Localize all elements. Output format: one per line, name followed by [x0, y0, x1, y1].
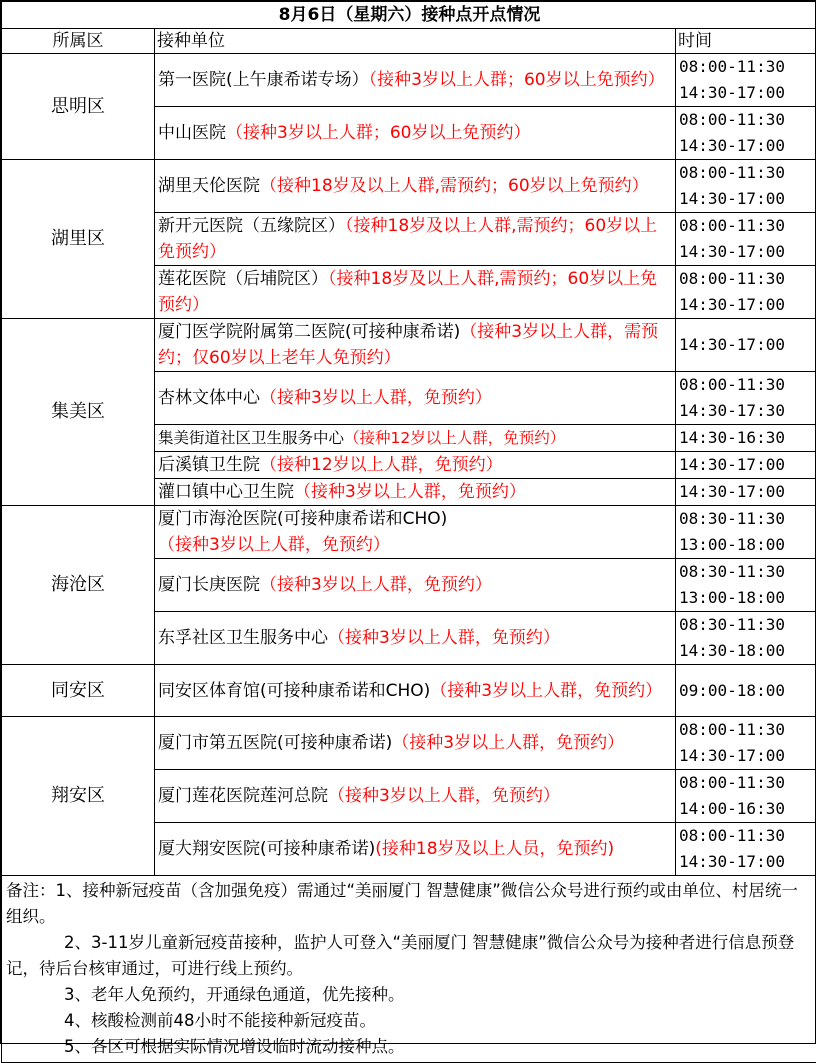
- site-name: 厦大翔安医院(可接种康希诺): [158, 839, 375, 859]
- time-cell: [676, 425, 816, 452]
- time-cell: [676, 54, 816, 107]
- site-note: （接种18岁及以上人群,需预约；60岁以上免预约）: [158, 269, 657, 315]
- site-name: 中山医院: [158, 123, 226, 143]
- time-slot: 08:00-11:30: [679, 720, 785, 739]
- time-slot: 14:30-17:00: [679, 242, 785, 261]
- site-cell: [155, 372, 676, 425]
- site-name: 同安区体育馆(可接种康希诺和CHO): [158, 681, 430, 701]
- time-cell: [676, 770, 816, 823]
- site-name: 莲花医院（后埔院区）: [158, 269, 328, 289]
- district-cell: 湖里区: [2, 160, 155, 319]
- site-name: 东孚社区卫生服务中心: [158, 628, 328, 648]
- site-note: （接种3岁以上人群，免预约）: [260, 388, 492, 408]
- time-slot: 14:30-16:30: [679, 428, 785, 447]
- time-slot: 14:30-17:00: [679, 746, 785, 765]
- time-slot: 14:30-17:00: [679, 83, 785, 102]
- time-slot: 08:00-11:30: [679, 110, 785, 129]
- site-name: 厦门医学院附属第二医院(可接种康希诺): [158, 322, 460, 342]
- site-cell: [155, 559, 676, 612]
- time-slot: 14:30-17:00: [679, 852, 785, 871]
- site-note: (接种18岁及以上人员，免预约): [375, 839, 614, 859]
- time-slot: 08:30-11:30: [679, 615, 785, 634]
- site-note: （接种3岁以上人群，免预约）: [260, 575, 492, 595]
- site-note: （接种3岁以上人群，需预约；仅60岁以上老年人免预约）: [158, 322, 658, 368]
- time-slot: 14:30-17:00: [679, 295, 785, 314]
- time-cell: [676, 160, 816, 213]
- time-slot: 14:30-17:00: [679, 335, 785, 354]
- site-note: （接种18岁及以上人群,需预约；60岁以上免预约）: [158, 216, 657, 262]
- district-cell: 同安区: [2, 665, 155, 717]
- table-row: [2, 665, 816, 717]
- site-cell: [155, 770, 676, 823]
- site-name: 集美街道社区卫生服务中心: [158, 429, 344, 447]
- header-district: 所属区: [2, 29, 155, 54]
- site-cell: [155, 452, 676, 479]
- header-site: 接种单位: [155, 29, 676, 54]
- note-2-wrapper: [6, 930, 813, 982]
- time-cell: [676, 665, 816, 717]
- site-note: （接种3岁以上人群，免预约）: [158, 535, 390, 555]
- site-cell: [155, 717, 676, 770]
- time-slot: 14:30-18:00: [679, 641, 785, 660]
- time-slot: 13:00-18:00: [679, 588, 785, 607]
- time-slot: 13:00-18:00: [679, 535, 785, 554]
- site-cell: [155, 54, 676, 107]
- site-name: 厦门长庚医院: [158, 575, 260, 595]
- time-slot: 08:00-11:30: [679, 773, 785, 792]
- time-slot: 08:30-11:30: [679, 562, 785, 581]
- site-cell: [155, 160, 676, 213]
- site-note: （接种12岁以上人群，免预约）: [344, 429, 565, 447]
- time-cell: [676, 479, 816, 506]
- note-1: 备注：1、接种新冠疫苗（含加强免疫）需通过“美丽厦门 智慧健康”微信公众号进行预约或由单位、村居统一组织。: [6, 878, 813, 930]
- time-slot: 08:30-11:30: [679, 509, 785, 528]
- note-3: 3、老年人免预约，开通绿色通道，优先接种。: [6, 982, 813, 1008]
- site-name: 第一医院(上午康希诺专场）: [158, 70, 369, 90]
- time-slot: 14:00-16:30: [679, 799, 785, 818]
- site-cell: [155, 213, 676, 266]
- time-cell: [676, 213, 816, 266]
- site-name: 厦门莲花医院莲河总院: [158, 786, 328, 806]
- time-slot: 14:30-17:00: [679, 189, 785, 208]
- district-cell: 思明区: [2, 54, 155, 160]
- note-2: 2、3-11岁儿童新冠疫苗接种，监护人可登入“美丽厦门 智慧健康”微信公众号为接种者进行信息预登记，待后台核审通过，可进行线上预约。: [6, 933, 794, 978]
- time-cell: [676, 559, 816, 612]
- table-row: [2, 160, 816, 213]
- site-cell: [155, 823, 676, 876]
- site-note: （接种12岁以上人群，免预约）: [260, 455, 503, 475]
- time-cell: [676, 372, 816, 425]
- time-slot: 08:00-11:30: [679, 216, 785, 235]
- site-note: （接种3岁以上人群，免预约）: [430, 681, 662, 701]
- table-row: [2, 506, 816, 559]
- site-note: （接种3岁以上人群；60岁以上免预约）: [226, 123, 530, 143]
- time-slot: 14:30-17:30: [679, 401, 785, 420]
- time-slot: 08:00-11:30: [679, 826, 785, 845]
- time-slot: 08:00-11:30: [679, 269, 785, 288]
- time-slot: 08:00-11:30: [679, 163, 785, 182]
- site-cell: [155, 506, 676, 559]
- site-cell: [155, 612, 676, 665]
- time-slot: 14:30-17:00: [679, 482, 785, 501]
- time-slot: 14:30-17:00: [679, 136, 785, 155]
- time-cell: [676, 612, 816, 665]
- time-cell: [676, 823, 816, 876]
- site-name: 杏林文体中心: [158, 388, 260, 408]
- time-cell: [676, 506, 816, 559]
- time-cell: [676, 266, 816, 319]
- page-title: 8月6日（星期六）接种点开点情况: [2, 2, 816, 29]
- schedule-table: [1, 1, 816, 1063]
- time-slot: 08:00-11:30: [679, 375, 785, 394]
- time-slot: 09:00-18:00: [679, 681, 785, 700]
- note-5: 5、各区可根据实际情况增设临时流动接种点。: [6, 1034, 813, 1060]
- table-row: [2, 54, 816, 107]
- site-note: （接种18岁及以上人群,需预约；60岁以上免预约）: [260, 176, 649, 196]
- site-cell: [155, 266, 676, 319]
- note-4: 4、核酸检测前48小时不能接种新冠疫苗。: [6, 1008, 813, 1034]
- site-cell: [155, 319, 676, 372]
- site-note: （接种3岁以上人群，免预约）: [294, 482, 526, 502]
- district-cell: 翔安区: [2, 717, 155, 876]
- site-cell: [155, 107, 676, 160]
- notes-row: [2, 876, 816, 1063]
- site-name: 厦门市海沧医院(可接种康希诺和CHO): [158, 509, 447, 529]
- time-slot: 08:00-11:30: [679, 57, 785, 76]
- site-cell: [155, 665, 676, 717]
- time-slot: 14:30-17:00: [679, 455, 785, 474]
- site-note: （接种3岁以上人群，免预约）: [392, 733, 624, 753]
- time-cell: [676, 107, 816, 160]
- table-row: [2, 319, 816, 372]
- site-cell: [155, 479, 676, 506]
- site-name: 后溪镇卫生院: [158, 455, 260, 475]
- table-row: [2, 717, 816, 770]
- time-cell: [676, 717, 816, 770]
- site-note: （接种3岁以上人群，免预约）: [328, 628, 560, 648]
- site-name: 新开元医院（五缘院区）: [158, 216, 345, 236]
- district-cell: 海沧区: [2, 506, 155, 665]
- notes-cell: [2, 876, 816, 1063]
- site-note: （接种3岁以上人群；60岁以上免预约）: [369, 70, 665, 90]
- site-name: 厦门市第五医院(可接种康希诺): [158, 733, 392, 753]
- district-cell: 集美区: [2, 319, 155, 506]
- site-name: 灌口镇中心卫生院: [158, 482, 294, 502]
- time-cell: [676, 452, 816, 479]
- site-cell: [155, 425, 676, 452]
- site-note: （接种3岁以上人群，免预约）: [328, 786, 560, 806]
- time-cell: [676, 319, 816, 372]
- site-name: 湖里天伦医院: [158, 176, 260, 196]
- header-time: 时间: [676, 29, 816, 54]
